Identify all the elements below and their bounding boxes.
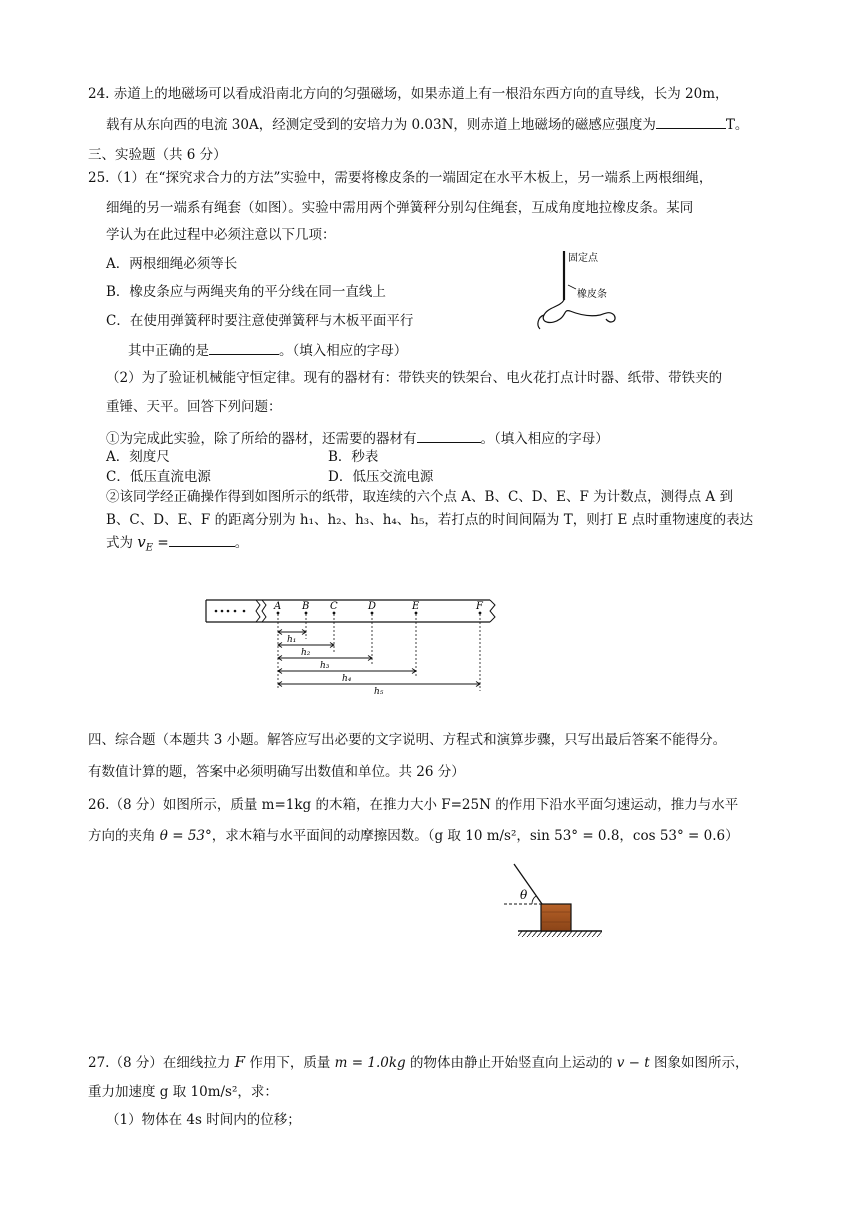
- answer-blank[interactable]: [169, 532, 235, 547]
- theta-label: θ: [520, 888, 528, 902]
- q25-line2: 细绳的另一端系有绳套（如图）。实验中需用两个弹簧秤分别勾住绳套，互成角度地拉橡皮条。某同: [106, 200, 694, 216]
- tape-point-label-c: C: [330, 601, 338, 612]
- q25-p2-q2-line1: ②该同学经正确操作得到如图所示的纸带，取连续的六个点 A、B、C、D、E、F 为计数点，测得点 A 到: [106, 489, 733, 505]
- q25-p2-line2: 重锤、天平。回答下列问题：: [106, 399, 282, 415]
- q25-p2-q2-prefix: 式为: [106, 535, 138, 551]
- answer-blank[interactable]: [417, 428, 481, 443]
- section-4-line1: 四、综合题（本题共 3 小题。解答应写出必要的文字说明、方程式和演算步骤，只写出最后答案不能得分。: [88, 732, 727, 748]
- answer-blank[interactable]: [209, 340, 279, 355]
- force-symbol: F: [234, 1053, 246, 1071]
- q26-line2-prefix: 方向的夹角: [88, 828, 160, 844]
- tape-point-label-d: D: [368, 601, 377, 612]
- distance-label-h5: h₅: [374, 687, 384, 697]
- tape-dot-b: [305, 612, 308, 615]
- section-4-line2: 有数值计算的题，答案中必须明确写出数值和单位。共 26 分）: [88, 764, 465, 780]
- q27-line1-a: 27.（8 分）在细线拉力: [88, 1055, 235, 1071]
- q26-line2-rest: ，求木箱与水平面间的动摩擦因数。（g 取 10 m/s²，sin 53° = 0.8，cos 53° = 0.6）: [211, 828, 739, 844]
- wooden-box: [541, 904, 571, 931]
- tape-dot-a: [277, 612, 280, 615]
- q25-line3: 学认为在此过程中必须注意以下几项：: [106, 227, 336, 243]
- q25-p2-q2-end: 。: [234, 535, 249, 551]
- q25-p2-option-b: B．秒表: [328, 449, 379, 465]
- q25-p2-line1: （2）为了验证机械能守恒定律。现有的器材有：带铁夹的铁架台、电火花打点计时器、纸带、带铁夹的: [106, 370, 723, 386]
- distance-label-h1: h₁: [287, 635, 297, 645]
- rubber-band-figure: [520, 245, 630, 335]
- q25-p2-q1-prompt: ①为完成此实验，除了所给的器材，还需要的器材有: [106, 431, 417, 447]
- q25-option-a: A．两根细绳必须等长: [106, 256, 238, 272]
- distance-label-h3: h₃: [320, 661, 330, 671]
- q25-answer-line: [128, 340, 407, 361]
- tape-point-label-a: A: [274, 601, 282, 612]
- q25-answer-prompt: 其中正确的是: [128, 343, 209, 359]
- q25-p2-option-c: C．低压直流电源: [106, 469, 211, 485]
- q27-line2: 重力加速度 g 取 10m/s²，求：: [88, 1084, 278, 1100]
- q25-p2-option-a: A．刻度尺: [106, 449, 170, 465]
- velocity-subscript: E: [145, 542, 154, 554]
- floor-hatching: [518, 931, 602, 937]
- q27-sub1: （1）物体在 4s 时间内的位移；: [106, 1112, 301, 1128]
- q25-p2-q2-line2: B、C、D、E、F 的距离分别为 h₁、h₂、h₃、h₄、h₅，若打点的时间间隔为 T，则打 E 点时重物速度的表达: [106, 512, 754, 528]
- fixed-point-label: 固定点: [568, 253, 598, 264]
- q25-p2-q2-line3: [106, 532, 248, 559]
- push-force-line: [514, 864, 542, 904]
- tape-dot-d: [371, 612, 374, 615]
- q27-line1-c: 的物体由静止开始竖直向上运动的: [405, 1055, 617, 1071]
- distance-label-h2: h₂: [301, 648, 311, 658]
- tape-dot-e: [415, 612, 418, 615]
- answer-blank[interactable]: [656, 114, 726, 129]
- tape-dot-c: [333, 612, 336, 615]
- mass-equation: m = 1.0kg: [334, 1055, 406, 1071]
- tape-point-label-b: B: [302, 601, 310, 612]
- q26-line1: 26.（8 分）如图所示，质量 m=1kg 的木箱，在推力大小 F=25N 的作用下沿水平面匀速运动，推力与水平: [88, 797, 739, 813]
- tape-point-label-f: F: [476, 601, 483, 612]
- section-3-title: 三、实验题（共 6 分）: [88, 147, 227, 163]
- tape-break-left: [256, 600, 260, 622]
- q24-unit: T。: [725, 117, 749, 133]
- theta-equation: θ = 53°: [159, 828, 212, 844]
- tape-dot-f: [479, 612, 482, 615]
- q25-p2-q2-equals: =: [153, 535, 169, 551]
- tape-point-label-e: E: [412, 601, 420, 612]
- tape-break-right: [490, 600, 495, 622]
- vt-symbol: v − t: [616, 1055, 650, 1071]
- q26-line2: [88, 826, 739, 846]
- distance-label-h4: h₄: [342, 674, 352, 684]
- q25-p2-q1: [106, 428, 609, 449]
- q24-line1: 24. 赤道上的地磁场可以看成沿南北方向的匀强磁场，如果赤道上有一根沿东西方向的直导线，长为 20m，: [88, 86, 729, 102]
- q25-line1: 25.（1）在“探究求合力的方法”实验中，需要将橡皮条的一端固定在水平木板上，另一端系上两根细绳，: [88, 170, 713, 186]
- q25-p2-option-d: D．低压交流电源: [328, 469, 434, 485]
- q25-p2-q1-suffix: 。（填入相应的字母）: [480, 431, 609, 447]
- q24-line2-text: 载有从东向西的电流 30A，经测定受到的安培力为 0.03N，则赤道上地磁场的磁感应强度为: [106, 117, 656, 133]
- paper-tape-figure: [200, 590, 510, 700]
- box-on-floor-figure: [498, 852, 608, 942]
- q25-option-c: C．在使用弹簧秤时要注意使弹簧秤与木板平面平行: [106, 313, 414, 329]
- q27-line1-d: 图象如图所示，: [649, 1055, 749, 1071]
- velocity-symbol: v: [137, 533, 146, 551]
- q27-line1-b: 作用下，质量: [245, 1055, 335, 1071]
- rubber-band-label: 橡皮条: [577, 289, 607, 300]
- q27-line1: [88, 1052, 749, 1073]
- q25-answer-suffix: 。（填入相应的字母）: [279, 343, 408, 359]
- q25-option-b: B．橡皮条应与两绳夹角的平分线在同一直线上: [106, 284, 386, 300]
- rope-loops: [543, 300, 615, 322]
- q24-line2: [106, 114, 748, 135]
